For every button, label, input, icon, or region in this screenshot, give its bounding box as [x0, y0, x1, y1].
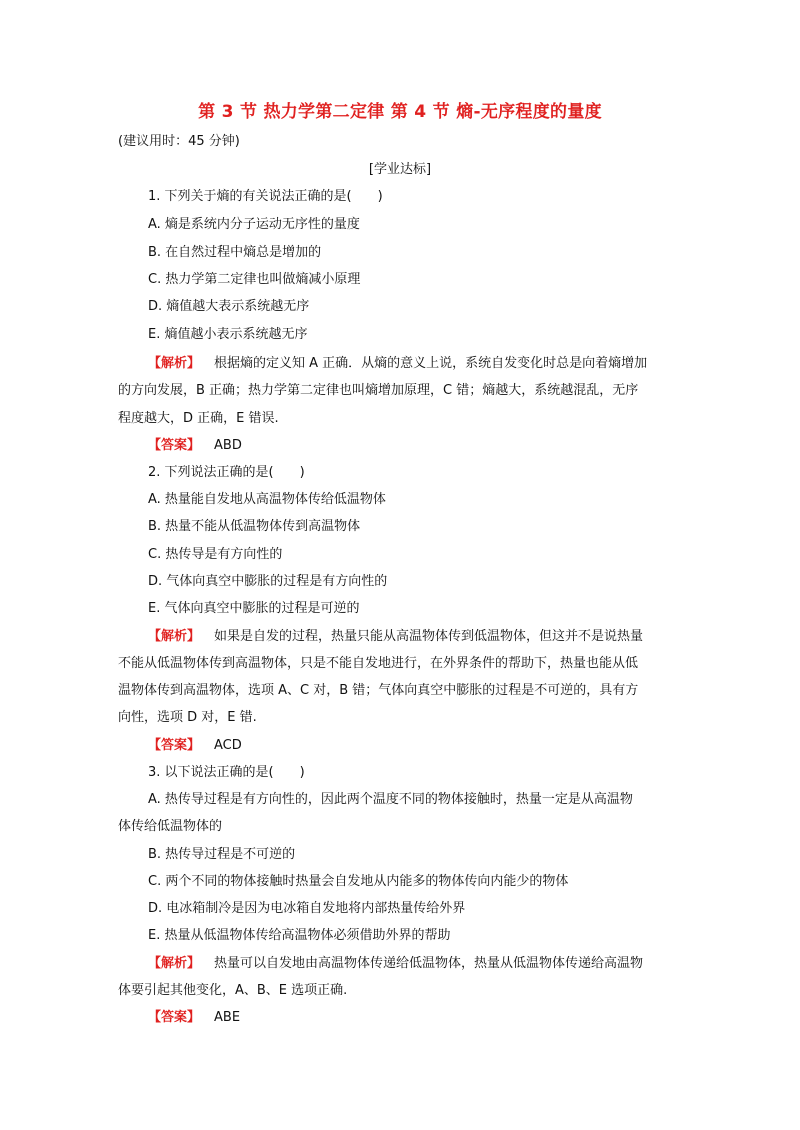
page-title: 第 3 节 热力学第二定律 第 4 节 熵-无序程度的量度: [198, 102, 602, 122]
option: B. 热传导过程是不可逆的: [148, 847, 296, 862]
option: B. 在自然过程中熵总是增加的: [148, 245, 322, 260]
option: E. 熵值越小表示系统越无序: [148, 327, 308, 342]
option-continuation: 体传给低温物体的: [118, 819, 223, 834]
answer-value: ABE: [214, 1010, 241, 1025]
answer-tag: 【答案】: [148, 738, 201, 753]
option: E. 热量从低温物体传给高温物体必须借助外界的帮助: [148, 928, 451, 943]
question-stem: 3. 以下说法正确的是( ): [148, 765, 305, 780]
analysis-line: [148, 354, 647, 374]
analysis-text: 热量可以自发地由高温物体传递给低温物体，热量从低温物体传递给高温物: [214, 956, 644, 971]
option: D. 电冰箱制冷是因为电冰箱自发地将内部热量传给外界: [148, 901, 466, 916]
analysis-line: 的方向发展，B 正确；热力学第二定律也叫熵增加原理，C 错；熵越大，系统越混乱，无序: [118, 383, 639, 398]
question-stem: 2. 下列说法正确的是( ): [148, 465, 305, 480]
option: B. 热量不能从低温物体传到高温物体: [148, 519, 361, 534]
option: C. 两个不同的物体接触时热量会自发地从内能多的物体传向内能少的物体: [148, 874, 569, 889]
answer-line: [148, 736, 242, 756]
option: C. 热力学第二定律也叫做熵减小原理: [148, 272, 361, 287]
answer-value: ABD: [214, 438, 242, 453]
option: D. 熵值越大表示系统越无序: [148, 299, 310, 314]
analysis-line: 温物体传到高温物体，选项 A、C 对，B 错；气体向真空中膨胀的过程是不可逆的，具有方: [118, 683, 639, 698]
question-stem: 1. 下列关于熵的有关说法正确的是( ): [148, 189, 383, 204]
analysis-tag: 【解析】: [148, 956, 201, 971]
option: C. 热传导是有方向性的: [148, 547, 283, 562]
analysis-tag: 【解析】: [148, 629, 201, 644]
option: D. 气体向真空中膨胀的过程是有方向性的: [148, 574, 388, 589]
answer-tag: 【答案】: [148, 1010, 201, 1025]
answer-tag: 【答案】: [148, 438, 201, 453]
analysis-line: 不能从低温物体传到高温物体，只是不能自发地进行，在外界条件的帮助下，热量也能从低: [118, 656, 639, 671]
answer-value: ACD: [214, 738, 242, 753]
option: E. 气体向真空中膨胀的过程是可逆的: [148, 601, 360, 616]
analysis-line: [148, 627, 643, 647]
option: A. 热量能自发地从高温物体传给低温物体: [148, 492, 386, 507]
analysis-line: 向性，选项 D 对，E 错.: [118, 710, 257, 725]
analysis-line: 体要引起其他变化，A、B、E 选项正确.: [118, 983, 348, 998]
answer-line: [148, 436, 242, 456]
section-heading: [学业达标]: [368, 162, 432, 177]
analysis-tag: 【解析】: [148, 356, 201, 371]
analysis-line: [148, 954, 643, 974]
option: A. 熵是系统内分子运动无序性的量度: [148, 217, 360, 232]
analysis-text: 根据熵的定义知 A 正确．从熵的意义上说，系统自发变化时总是向着熵增加: [214, 356, 648, 371]
option: A. 热传导过程是有方向性的，因此两个温度不同的物体接触时，热量一定是从高温物: [148, 792, 633, 807]
answer-line: [148, 1008, 240, 1028]
time-note: (建议用时：45 分钟): [118, 134, 240, 149]
analysis-text: 如果是自发的过程，热量只能从高温物体传到低温物体，但这并不是说热量: [214, 629, 644, 644]
analysis-line: 程度越大，D 正确，E 错误.: [118, 411, 279, 426]
